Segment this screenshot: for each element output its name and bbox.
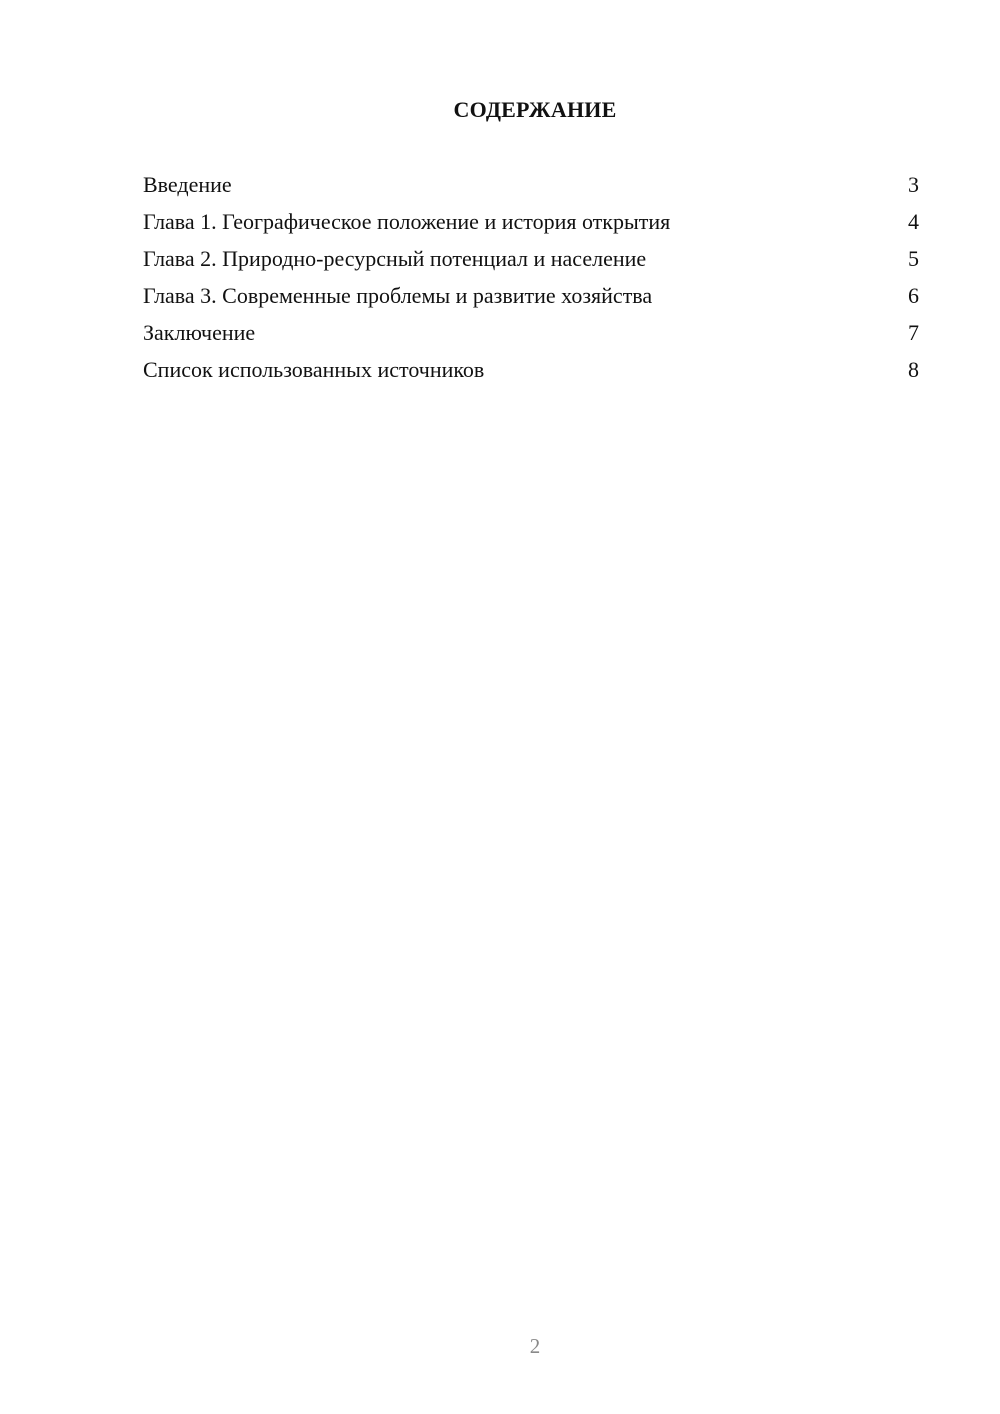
document-title: СОДЕРЖАНИЕ bbox=[453, 97, 617, 122]
page-number: 2 bbox=[529, 1334, 541, 1358]
toc-entry-label: Глава 1. Географическое положение и история открытия bbox=[143, 209, 671, 234]
toc-entry-page: 8 bbox=[908, 357, 919, 382]
toc-entry-chapter-3 bbox=[143, 281, 919, 318]
toc-entry-conclusion bbox=[143, 318, 919, 355]
toc-entry-page: 5 bbox=[908, 246, 919, 271]
toc-entry-label: Заключение bbox=[143, 320, 256, 345]
toc-entry-page: 6 bbox=[908, 283, 919, 308]
toc-entry-label: Введение bbox=[143, 172, 232, 197]
toc-entry-label: Глава 3. Современные проблемы и развитие хозяйства bbox=[143, 283, 653, 308]
toc-entry-page: 4 bbox=[908, 209, 919, 234]
toc-entry-introduction bbox=[143, 170, 919, 207]
toc-entry-page: 7 bbox=[908, 320, 919, 345]
toc-entry-references bbox=[143, 355, 919, 392]
table-of-contents bbox=[143, 170, 919, 392]
toc-entry-label: Список использованных источников bbox=[143, 357, 485, 382]
toc-entry-chapter-2 bbox=[143, 244, 919, 281]
toc-entry-chapter-1 bbox=[143, 207, 919, 244]
toc-entry-label: Глава 2. Природно-ресурсный потенциал и население bbox=[143, 246, 647, 271]
toc-entry-page: 3 bbox=[908, 172, 919, 197]
